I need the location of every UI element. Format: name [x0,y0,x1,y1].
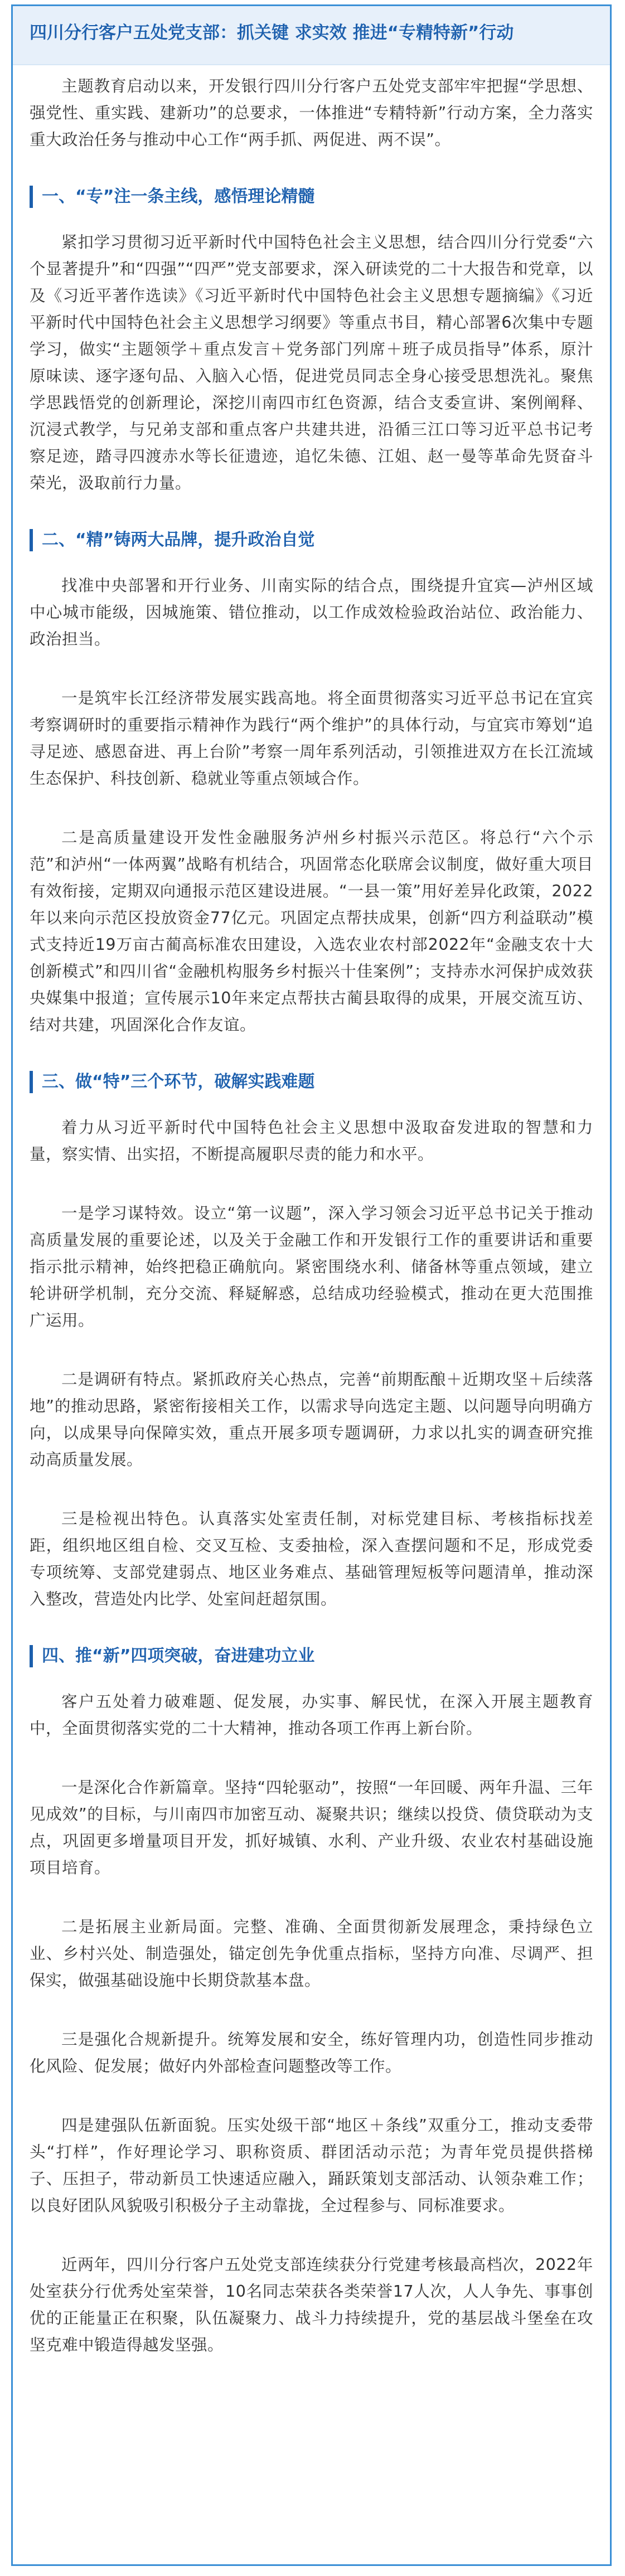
article-title: 四川分行客户五处党支部：抓关键 求实效 推进“专精特新”行动 [30,23,514,43]
section-heading-2: 二、“精”铸两大品牌，提升政治自觉 [30,529,593,551]
article-frame [11,4,612,2566]
section-4-paragraph: 客户五处着力破难题、促发展，办实事、解民忧，在深入开展主题教育中，全面贯彻落实党的二十大精神，推动各项工作再上新台阶。 [30,1692,593,1738]
section-2-paragraph: 找准中央部署和开行业务、川南实际的结合点，围绕提升宜宾—泸州区域中心城市能级，因城施策、错位推动，以工作成效检验政治站位、政治能力、政治担当。 [30,576,593,648]
section-4-paragraph: 四是建强队伍新面貌。压实处级干部“地区＋条线”双重分工，推动支委带头“打样”，作好理论学习、职称资质、群团活动示范；为青年党员提供搭梯子、压担子，带动新员工快速适应融入，踊跃策划支部活动、认领杂难工作；以良好团队风貌吸引积极分子主动靠拢，全过程参与、同标准要求。 [30,2116,593,2215]
section-3-paragraph: 三是检视出特色。认真落实处室责任制，对标党建目标、考核指标找差距，组织地区组自检、交叉互检、支委抽检，深入查摆问题和不足，形成党委专项统筹、支部党建弱点、地区业务难点、基础管理短板等问题清单，推动深入整改，营造处内比学、处室间赶超氛围。 [30,1510,593,1608]
section-4-paragraph: 近两年，四川分行客户五处党支部连续获分行党建考核最高档次，2022年处室获分行优秀处室荣誉，10名同志荣获各类荣誉17人次，人人争先、事事创优的正能量正在积聚，队伍凝聚力、战斗力持续提升，党的基层战斗堡垒在攻坚克难中锻造得越发坚强。 [30,2255,593,2354]
intro-paragraph: 主题教育启动以来，开发银行四川分行客户五处党支部牢牢把握“学思想、强党性、重实践、建新功”的总要求，一体推进“专精特新”行动方案，全力落实重大政治任务与推动中心工作“两手抓、两促进、两不误”。 [30,77,593,149]
section-4-paragraph: 一是深化合作新篇章。坚持“四轮驱动”，按照“一年回暖、两年升温、三年见成效”的目标，与川南四市加密互动、凝聚共识；继续以投贷、债贷联动为支点，巩固更多增量项目开发，抓好城镇、水利、产业升级、农业农村基础设施项目培育。 [30,1778,593,1877]
section-1-paragraph: 紧扣学习贯彻习近平新时代中国特色社会主义思想，结合四川分行党委“六个显著提升”和“四强”“四严”党支部要求，深入研读党的二十大报告和党章，以及《习近平著作选读》《习近平新时代中国特色社会主义思想专题摘编》《习近平新时代中国特色社会主义思想学习纲要》等重点书目，精心部署6次集中专题学习，做实“主题领学＋重点发言＋党务部门列席＋班子成员指导”体系，原汁原味读、逐字逐句品、入脑入心悟，促进党员同志全身心接受思想洗礼。聚焦学思践悟党的创新理论，深挖川南四市红色资源，结合支委宣讲、案例阐释、沉浸式教学，与兄弟支部和重点客户共建共进，沿循三江口等习近平总书记考察足迹，踏寻四渡赤水等长征遗迹，追忆朱德、江姐、赵一曼等革命先贤奋斗荣光，汲取前行力量。 [30,233,593,492]
article-body [30,73,593,2391]
section-2-paragraph: 二是高质量建设开发性金融服务泸州乡村振兴示范区。将总行“六个示范”和泸州“一体两翼”战略有机结合，巩固常态化联席会议制度，做好重大项目有效衔接，定期双向通报示范区建设进展。“一县一策”用好差异化政策，2022年以来向示范区投放资金77亿元。巩固定点帮扶成果，创新“四方利益联动”模式支持近19万亩古蔺高标准农田建设，入选农业农村部2022年“金融支农十大创新模式”和四川省“金融机构服务乡村振兴十佳案例”；支持赤水河保护成效获央媒集中报道；宣传展示10年来定点帮扶古蔺县取得的成果，开展交流互访、结对共建，巩固深化合作友谊。 [30,828,593,1034]
section-4-paragraph: 三是强化合规新提升。统筹发展和安全，练好管理内功，创造性同步推动化风险、促发展；做好内外部检查问题整改等工作。 [30,2030,593,2075]
section-4-paragraph: 二是拓展主业新局面。完整、准确、全面贯彻新发展理念，秉持绿色立业、乡村兴处、制造强处，锚定创先争优重点指标，坚持方向准、尽调严、担保实，做强基础设施中长期贷款基本盘。 [30,1918,593,1990]
title-band [13,6,610,65]
section-3-paragraph: 二是调研有特点。紧抓政府关心热点，完善“前期酝酿＋近期攻坚＋后续落地”的推动思路，紧密衔接相关工作，以需求导向选定主题、以问题导向明确方向，以成果导向保障实效，重点开展多项专题调研，力求以扎实的调查研究推动高质量发展。 [30,1370,593,1469]
section-heading-3: 三、做“特”三个环节，破解实践难题 [30,1071,593,1093]
section-heading-4: 四、推“新”四项突破，奋进建功立业 [30,1645,593,1667]
section-heading-1: 一、“专”注一条主线，感悟理论精髓 [30,186,593,208]
section-3-paragraph: 一是学习谋特效。设立“第一议题”，深入学习领会习近平总书记关于推动高质量发展的重要论述，以及关于金融工作和开发银行工作的重要讲话和重要指示批示精神，始终把稳正确航向。紧密围绕水利、储备林等重点领域，建立轮讲研学机制，充分交流、释疑解惑，总结成功经验模式，推动在更大范围推广运用。 [30,1204,593,1330]
section-2-paragraph: 一是筑牢长江经济带发展实践高地。将全面贯彻落实习近平总书记在宜宾考察调研时的重要指示精神作为践行“两个维护”的具体行动，与宜宾市筹划“追寻足迹、感恩奋进、再上台阶”考察一周年系列活动，引领推进双方在长江流域生态保护、科技创新、稳就业等重点领域合作。 [30,689,593,788]
section-3-paragraph: 着力从习近平新时代中国特色社会主义思想中汲取奋发进取的智慧和力量，察实情、出实招，不断提高履职尽责的能力和水平。 [30,1118,593,1163]
